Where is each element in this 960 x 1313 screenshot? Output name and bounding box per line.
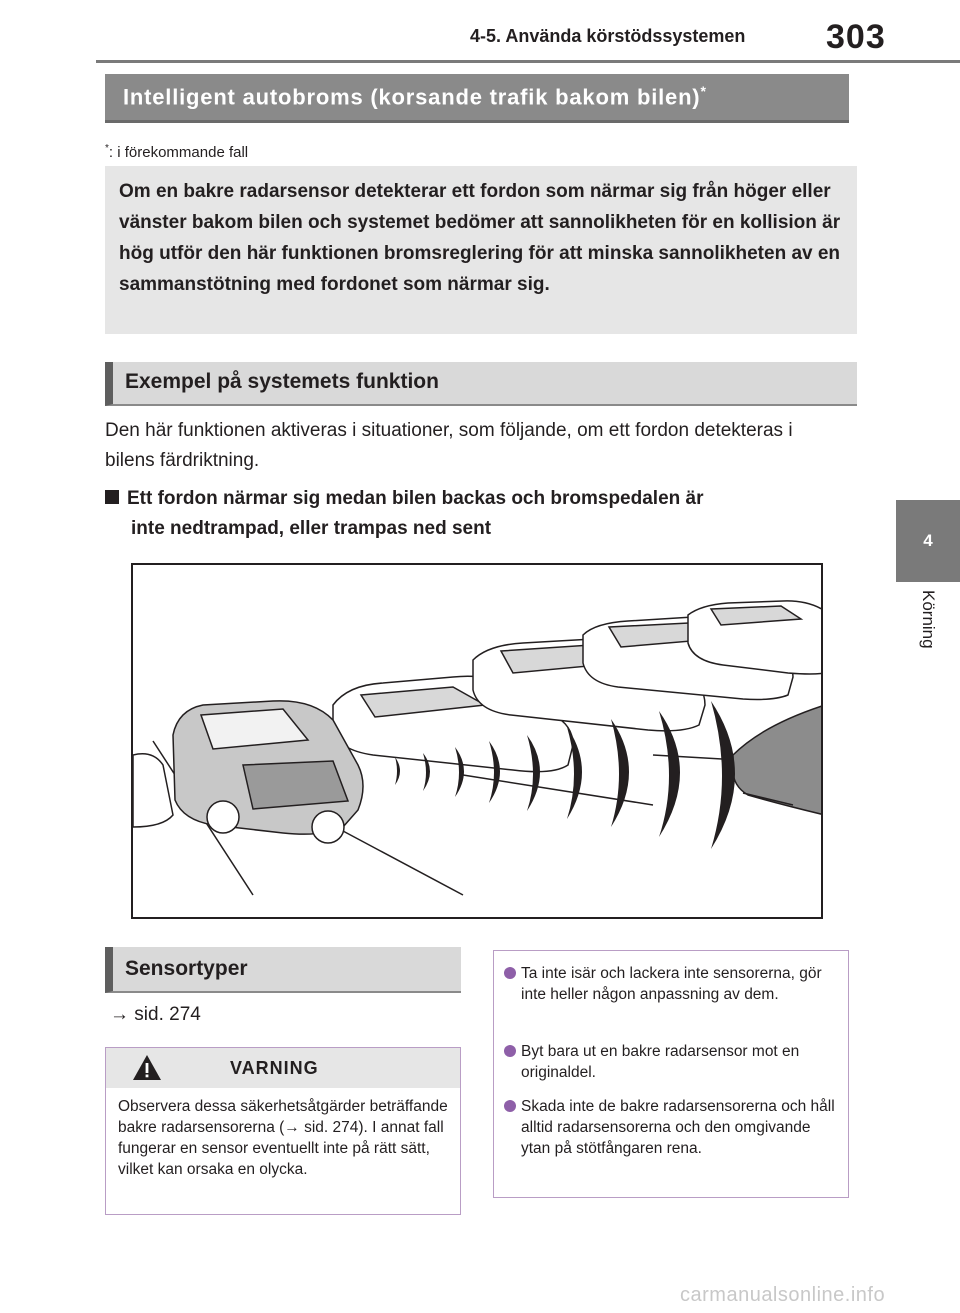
warning-triangle-icon: [132, 1054, 162, 1081]
intro-box: [105, 166, 857, 334]
intro-text: Om en bakre radarsensor detekterar ett fordon som närmar sig från höger eller vänster bakom bilen och systemet bedömer att sannolikheten för en kollision är hög utför den här funktionen bromsreglering för att minska sannolikheten av en sammanstötning med fordonet som närmar sig.: [119, 181, 841, 295]
parking-illustration: [131, 563, 823, 919]
page-title-bar: [105, 74, 849, 123]
chapter-number: 4: [923, 531, 933, 550]
bullet-item: [504, 963, 840, 1005]
bullet-item: [504, 1096, 840, 1159]
square-bullet-icon: [105, 490, 119, 504]
caution-bullets-box: [493, 950, 849, 1198]
chapter-label: Körning: [919, 590, 938, 649]
subheading-line-1: Ett fordon närmar sig medan bilen backas och bromspedalen är: [127, 488, 704, 509]
page-title-text: Intelligent autobroms (korsande trafik bakom bilen): [123, 84, 701, 110]
page-title-marker: *: [700, 83, 707, 99]
warning-box: [105, 1047, 461, 1215]
sensor-section-heading: [105, 947, 461, 993]
footnote: [105, 143, 248, 161]
chapter-tab: [896, 500, 960, 582]
bullet-text: Byt bara ut en bakre radarsensor mot en originaldel.: [521, 1043, 800, 1081]
page-reference: → sid. 274: [110, 1004, 201, 1025]
header-divider: [96, 60, 960, 63]
sensor-heading-text: Sensortyper: [125, 957, 248, 980]
section-header: 4-5. Använda körstödssystemen: [470, 26, 746, 46]
bullet-item: [504, 1041, 840, 1083]
warning-label: VARNING: [230, 1058, 319, 1078]
example-heading-text: Exempel på systemets funktion: [125, 370, 439, 393]
warning-text: Observera dessa säkerhetsåtgärder beträffande bakre radarsensorerna (→ sid. 274). I annat fall fungerar en sensor eventuellt inte på rätt sätt, vilket kan orsaka en olycka.: [118, 1098, 448, 1178]
bullet-dot-icon: [504, 967, 516, 979]
watermark: carmanualsonline.info: [680, 1284, 886, 1306]
bullet-dot-icon: [504, 1100, 516, 1112]
footnote-marker: *: [105, 143, 109, 154]
footnote-text: : i förekommande fall: [108, 144, 249, 161]
page-number: 303: [826, 18, 886, 56]
bullet-dot-icon: [504, 1045, 516, 1057]
example-subheading: [105, 484, 845, 544]
warning-header: [106, 1048, 460, 1088]
subheading-line-2: inte nedtrampad, eller trampas ned sent: [131, 518, 492, 539]
example-body: Den här funktionen aktiveras i situationer, som följande, om ett fordon detekteras i bilens färdriktning.: [105, 420, 793, 471]
cross-traffic-illustration: [133, 565, 823, 919]
bullet-text: Ta inte isär och lackera inte sensorerna, gör inte heller någon anpassning av dem.: [521, 965, 822, 1003]
chapter-label-box: [896, 590, 960, 680]
bullet-text: Skada inte de bakre radarsensorerna och håll alltid radarsensorerna och den omgivande ytan på stötfångaren rena.: [521, 1098, 835, 1157]
page-title: [123, 83, 707, 110]
example-section-heading: [105, 362, 857, 406]
